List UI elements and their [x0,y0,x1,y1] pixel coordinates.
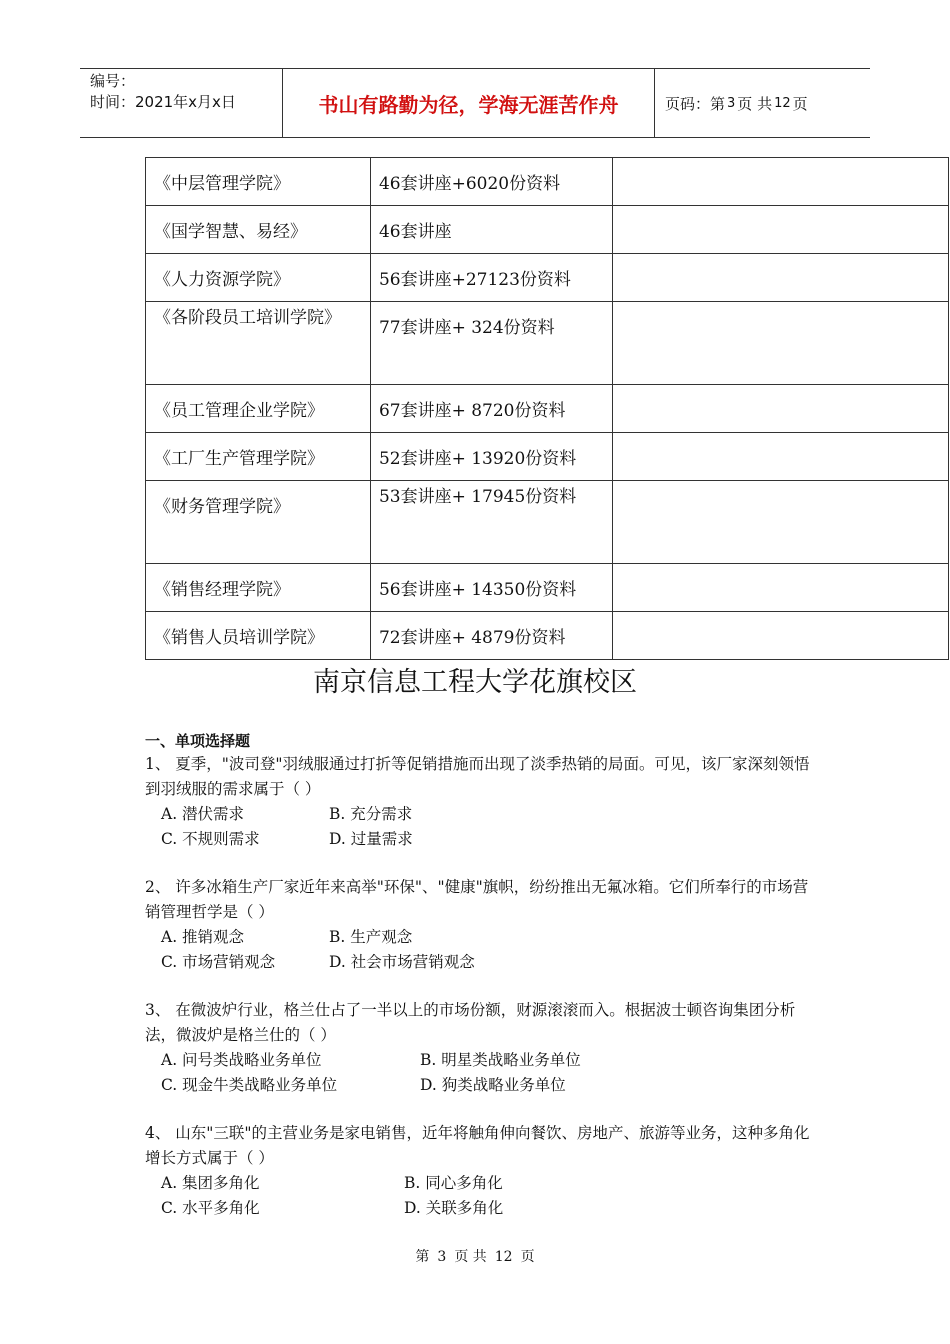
question-spacer [145,852,815,875]
table-cell-empty [612,612,948,660]
option-b: B. 生产观念 [329,928,413,946]
table-cell-desc: 52套讲座+ 13920份资料 [370,433,612,481]
footer-page-total: 12 [494,1249,513,1265]
table-cell-name: 《人力资源学院》 [146,254,371,302]
option-d: D. 过量需求 [329,830,413,848]
footer-mid: 页 共 [454,1249,487,1265]
option-row [161,925,815,950]
header-page-suffix: 页 [792,94,808,113]
option-b: B. 同心多角化 [404,1174,503,1192]
table-cell-desc: 46套讲座 [370,206,612,254]
option-d: D. 狗类战略业务单位 [420,1076,566,1094]
table-cell-desc: 56套讲座+27123份资料 [370,254,612,302]
option-b: B. 明星类战略业务单位 [420,1051,581,1069]
table-row [146,481,949,564]
table-cell-empty [612,206,948,254]
table-cell-desc-text: 53套讲座+ 17945份资料 [378,487,577,507]
question-stem: 3、 在微波炉行业，格兰仕占了一半以上的市场份额，财源滚滚而入。根据波士顿咨询集团分析法，微波炉是格兰仕的（ ） [145,1001,796,1044]
table-row [146,612,949,660]
option-d: D. 社会市场营销观念 [329,953,475,971]
question-item [145,752,815,852]
table-row [146,385,949,433]
table-row [146,302,949,385]
option-d: D. 关联多角化 [404,1199,504,1217]
table-cell-empty [612,385,948,433]
option-row [161,827,815,852]
table-row [146,206,949,254]
table-row [146,254,949,302]
question-options [145,1171,815,1221]
option-c: C. 不规则需求 [161,830,260,848]
header-meta [90,71,280,113]
header-page-mid: 页 共 [737,94,773,113]
table-row [146,158,949,206]
table-cell-name: 《国学智慧、易经》 [146,206,371,254]
option-c: C. 水平多角化 [161,1199,260,1217]
option-c: C. 市场营销观念 [161,953,276,971]
option-c: C. 现金牛类战略业务单位 [161,1076,338,1094]
table-cell-name: 《销售人员培训学院》 [146,612,371,660]
course-library-table [145,157,949,660]
option-a: A. 问号类战略业务单位 [161,1051,322,1069]
table-cell-desc [370,481,612,564]
question-stem: 2、 许多冰箱生产厂家近年来高举"环保"、"健康"旗帜，纷纷推出无氟冰箱。它们所奉行的市场营销管理哲学是（ ） [145,878,809,921]
section-heading: 一、单项选择题 [145,732,251,750]
table-cell-desc: 67套讲座+ 8720份资料 [370,385,612,433]
table-cell-name-text: 《各阶段员工培训学院》 [154,308,341,328]
question-options [145,1048,815,1098]
question-list [145,730,815,1221]
header-page-total: 12 [774,95,791,111]
question-stem: 4、 山东"三联"的主营业务是家电销售，近年将触角伸向餐饮、房地产、旅游等业务，这种多角化增长方式属于（ ） [145,1124,810,1167]
table-cell-empty [612,433,948,481]
page-header [80,68,870,138]
table-cell-desc: 56套讲座+ 14350份资料 [370,564,612,612]
table-cell-name: 《中层管理学院》 [146,158,371,206]
table-row [146,564,949,612]
table-cell-desc: 46套讲座+6020份资料 [370,158,612,206]
table-cell-empty [612,481,948,564]
question-item [145,998,815,1098]
option-b: B. 充分需求 [329,805,413,823]
table-cell-name: 《工厂生产管理学院》 [146,433,371,481]
header-divider [654,69,655,137]
option-row [161,1196,815,1221]
footer-suffix: 页 [520,1249,535,1265]
table-cell-desc: 77套讲座+ 324份资料 [370,302,612,385]
question-spacer [145,1098,815,1121]
question-item [145,1121,815,1221]
table-cell-name [146,302,371,385]
table-row [146,433,949,481]
footer-prefix: 第 [415,1249,430,1265]
header-motto: 书山有路勤为径，学海无涯苦作舟 [318,92,619,117]
header-page-indicator [665,69,808,137]
header-page-prefix: 页码：第 [665,94,726,113]
table-cell-empty [612,158,948,206]
option-row [161,950,815,975]
table-cell-name: 《财务管理学院》 [146,481,371,564]
header-page-current: 3 [727,95,736,111]
option-a: A. 潜伏需求 [161,805,245,823]
document-number-label: 编号： [90,72,136,90]
question-options [145,802,815,852]
question-item [145,875,815,975]
table-cell-empty [612,254,948,302]
option-a: A. 推销观念 [161,928,245,946]
document-time-label: 时间：2021年x月x日 [90,93,236,111]
table-cell-name: 《员工管理企业学院》 [146,385,371,433]
question-options [145,925,815,975]
option-row [161,802,815,827]
option-row [161,1048,815,1073]
table-cell-desc: 72套讲座+ 4879份资料 [370,612,612,660]
question-stem: 1、 夏季，"波司登"羽绒服通过打折等促销措施而出现了淡季热销的局面。可见，该厂家深刻领悟到羽绒服的需求属于（ ） [145,755,810,798]
question-spacer [145,975,815,998]
table-cell-name: 《销售经理学院》 [146,564,371,612]
option-row [161,1073,815,1098]
option-a: A. 集团多角化 [161,1174,260,1192]
section-title: 南京信息工程大学花旗校区 [313,667,637,698]
table-cell-empty [612,564,948,612]
table-cell-empty [612,302,948,385]
page-footer [0,1246,950,1266]
option-row [161,1171,815,1196]
footer-page-current: 3 [437,1249,447,1265]
